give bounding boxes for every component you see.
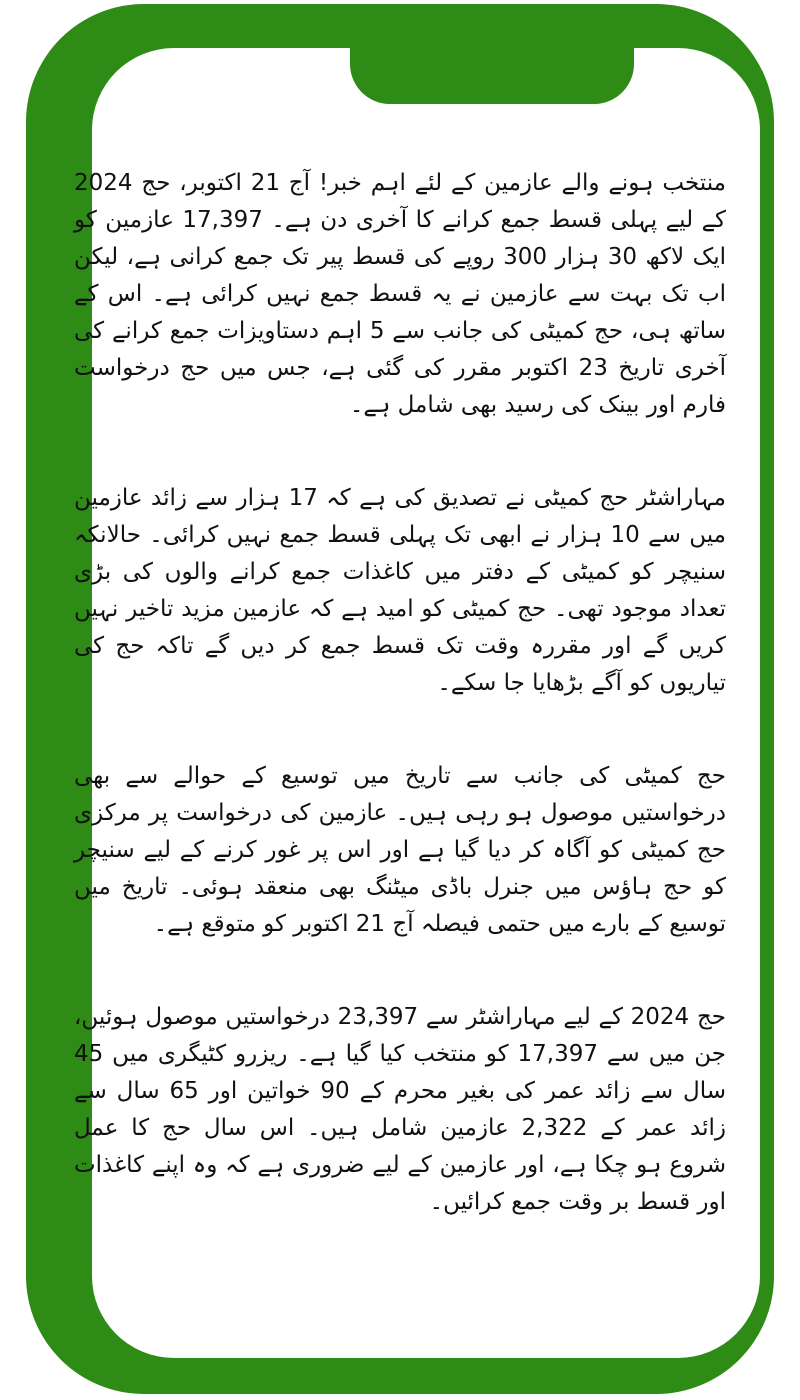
article-paragraph-3: حج کمیٹی کی جانب سے تاریخ میں توسیع کے حوالے سے بھی درخواستیں موصول ہو رہی ہیں۔ عازمین کی درخواست پر مرکزی حج کمیٹی کو آگاہ کر دیا گیا ہے اور اس پر غور کرنے کے لیے سنیچر کو حج ہاؤس میں جنرل باڈی میٹنگ بھی منعقد ہوئی۔ تاریخ میں توسیع کے بارے میں حتمی فیصلہ آج 21 اکتوبر کو متوقع ہے۔ [74,763,726,937]
phone-notch [350,48,634,104]
article-body [74,165,726,1277]
article-paragraph-4: حج 2024 کے لیے مہاراشٹر سے 23,397 درخواستیں موصول ہوئیں، جن میں سے 17,397 کو منتخب کیا گیا ہے۔ ریزرو کٹیگری میں 45 سال سے زائد عمر کی بغیر محرم کے 90 خواتین اور 65 سال سے زائد عمر کے 2,322 عازمین شامل ہیں۔ اس سال حج کا عمل شروع ہو چکا ہے، اور عازمین کے لیے ضروری ہے کہ وہ اپنے کاغذات اور قسط بر وقت جمع کرائیں۔ [74,1004,727,1215]
article-paragraph-2: مہاراشٹر حج کمیٹی نے تصدیق کی ہے کہ 17 ہزار سے زائد عازمین میں سے 10 ہزار نے ابھی تک پہلی قسط جمع نہیں کرائی۔ حالانکہ سنیچر کو کمیٹی کے دفتر میں کاغذات جمع کرانے والوں کی بڑی تعداد موجود تھی۔ حج کمیٹی کو امید ہے کہ عازمین مزید تاخیر نہیں کریں گے اور مقررہ وقت تک قسط جمع کر دیں گے تاکہ حج کی تیاریوں کو آگے بڑھایا جا سکے۔ [74,485,727,696]
article-paragraph-1: منتخب ہونے والے عازمین کے لئے اہم خبر! آج 21 اکتوبر، حج 2024 کے لیے پہلی قسط جمع کرانے کا آخری دن ہے۔ 17,397 عازمین کو ایک لاکھ 30 ہزار 300 روپے کی قسط پیر تک جمع کرانی ہے، لیکن اب تک بہت سے عازمین نے یہ قسط جمع نہیں کرائی ہے۔ اس کے ساتھ ہی، حج کمیٹی کی جانب سے 5 اہم دستاویزات جمع کرانے کی آخری تاریخ 23 اکتوبر مقرر کی گئی ہے، جس میں حج درخواست فارم اور بینک کی رسید بھی شامل ہے۔ [74,170,727,418]
